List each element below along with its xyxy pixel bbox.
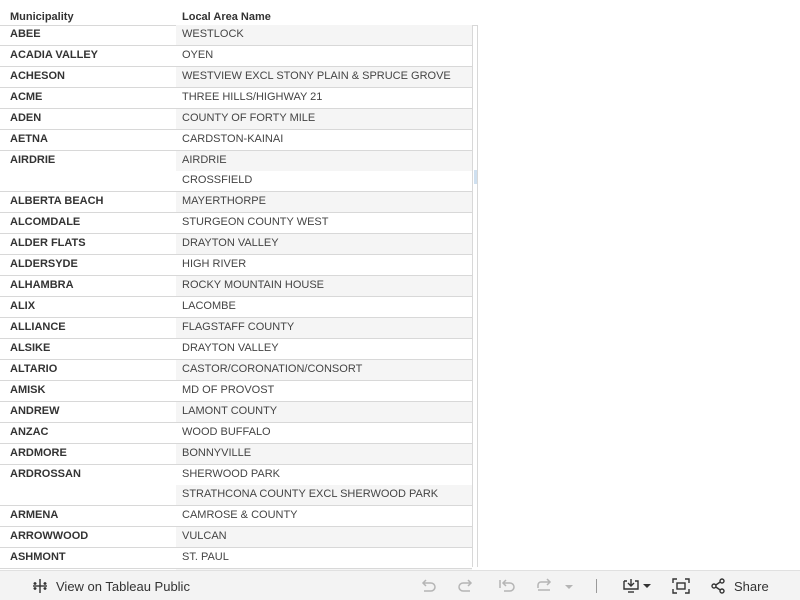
municipality-cell[interactable]: ADEN (10, 112, 42, 124)
local-area-cell[interactable]: MD OF PROVOST (176, 381, 472, 401)
table-header (0, 0, 478, 26)
toolbar (0, 570, 800, 600)
local-area-cells (176, 25, 472, 45)
municipality-cell[interactable]: ACADIA VALLEY (10, 49, 98, 61)
table-row[interactable] (0, 213, 472, 234)
revert-button[interactable] (497, 578, 517, 594)
table-row[interactable] (0, 46, 472, 67)
local-area-cells (176, 402, 472, 422)
municipality-cell[interactable]: ALSIKE (10, 342, 51, 354)
table-row[interactable] (0, 465, 472, 506)
download-button[interactable] (622, 578, 652, 594)
municipality-cell[interactable]: ACME (10, 91, 43, 103)
local-area-cell[interactable]: AIRDRIE (176, 151, 472, 171)
revert-icon (497, 578, 517, 594)
local-area-cells (176, 192, 472, 212)
local-area-cells (176, 318, 472, 338)
column-header-municipality[interactable]: Municipality (10, 11, 74, 23)
table-row[interactable] (0, 444, 472, 465)
local-area-cell[interactable]: CASTOR/CORONATION/CONSORT (176, 360, 472, 380)
local-area-cell[interactable]: HIGH RIVER (176, 255, 472, 275)
column-header-local-area[interactable]: Local Area Name (182, 11, 271, 23)
share-icon (710, 578, 726, 594)
municipality-cell[interactable]: ABEE (10, 28, 41, 40)
local-area-cell[interactable]: DRAYTON VALLEY (176, 234, 472, 254)
refresh-icon (535, 578, 555, 594)
toolbar-divider (596, 579, 597, 593)
municipality-cell[interactable]: ALHAMBRA (10, 279, 74, 291)
fullscreen-icon (671, 578, 691, 594)
local-area-cell[interactable]: DRAYTON VALLEY (176, 339, 472, 359)
local-area-cells (176, 234, 472, 254)
local-area-cell[interactable]: BONNYVILLE (176, 444, 472, 464)
view-on-tableau-public-link[interactable] (32, 577, 190, 595)
local-area-cell[interactable]: LACOMBE (176, 297, 472, 317)
scrollbar-thumb[interactable] (474, 170, 477, 184)
local-area-cells (176, 130, 472, 150)
local-area-cells (176, 151, 472, 191)
table-row[interactable] (0, 318, 472, 339)
local-area-cell[interactable]: SHERWOOD PARK (176, 465, 472, 485)
local-area-cells (176, 46, 472, 66)
local-area-cells (176, 423, 472, 443)
local-area-cell[interactable]: STRATHCONA COUNTY EXCL SHERWOOD PARK (176, 485, 472, 505)
table-row[interactable] (0, 192, 472, 213)
local-area-cell[interactable]: FLAGSTAFF COUNTY (176, 318, 472, 338)
table-row[interactable] (0, 130, 472, 151)
table-body (0, 25, 472, 590)
local-area-cells (176, 360, 472, 380)
municipality-cell[interactable]: ALDERSYDE (10, 258, 78, 270)
redo-button[interactable] (456, 578, 476, 594)
table-row[interactable] (0, 297, 472, 318)
local-area-cell[interactable]: WOOD BUFFALO (176, 423, 472, 443)
municipality-cell[interactable]: ALLIANCE (10, 321, 66, 333)
local-area-cell[interactable]: CAMROSE & COUNTY (176, 506, 472, 526)
local-area-cell[interactable]: ROCKY MOUNTAIN HOUSE (176, 276, 472, 296)
table-row[interactable] (0, 109, 472, 130)
municipality-cell[interactable]: ANZAC (10, 426, 49, 438)
pause-dropdown-button[interactable] (563, 578, 575, 594)
municipality-cell[interactable]: ALIX (10, 300, 36, 312)
local-area-cells (176, 297, 472, 317)
local-area-cell[interactable]: WESTVIEW EXCL STONY PLAIN & SPRUCE GROVE (176, 67, 472, 87)
municipality-cell[interactable]: ACHESON (10, 70, 66, 82)
table-row[interactable] (0, 151, 472, 192)
table-row[interactable] (0, 255, 472, 276)
local-area-cells (176, 88, 472, 108)
local-area-cells (176, 548, 472, 568)
local-area-cells (176, 109, 472, 129)
local-area-cell[interactable]: OYEN (176, 46, 472, 66)
local-area-cell[interactable]: CROSSFIELD (176, 171, 472, 191)
table-row[interactable] (0, 67, 472, 88)
municipality-cell[interactable]: ARDMORE (10, 447, 67, 459)
scrollbar-track[interactable] (477, 25, 478, 567)
local-area-cell[interactable]: CARDSTON-KAINAI (176, 130, 472, 150)
fullscreen-button[interactable] (671, 578, 691, 594)
chevron-down-icon (563, 578, 575, 594)
local-area-cell[interactable]: STURGEON COUNTY WEST (176, 213, 472, 233)
table-row[interactable] (0, 506, 472, 527)
municipality-cell[interactable]: ARMENA (10, 509, 59, 521)
municipality-cell[interactable]: ALTARIO (10, 363, 58, 375)
municipality-cell[interactable]: ALBERTA BEACH (10, 195, 104, 207)
local-area-cells (176, 444, 472, 464)
table-row[interactable] (0, 88, 472, 109)
local-area-cells (176, 255, 472, 275)
local-area-cells (176, 381, 472, 401)
share-button[interactable] (710, 577, 769, 595)
table-row[interactable] (0, 25, 472, 46)
refresh-button[interactable] (535, 578, 555, 594)
municipality-cell[interactable]: ALCOMDALE (10, 216, 81, 228)
local-area-cell[interactable]: LAMONT COUNTY (176, 402, 472, 422)
redo-icon (456, 578, 476, 594)
tableau-logo-icon (32, 578, 48, 594)
municipality-cell[interactable]: AETNA (10, 133, 48, 145)
local-area-cell[interactable]: THREE HILLS/HIGHWAY 21 (176, 88, 472, 108)
local-area-cell[interactable]: VULCAN (176, 527, 472, 547)
local-area-cells (176, 527, 472, 547)
municipality-cell[interactable]: ALDER FLATS (10, 237, 86, 249)
table-row[interactable] (0, 234, 472, 255)
local-area-cell[interactable]: COUNTY OF FORTY MILE (176, 109, 472, 129)
table-row[interactable] (0, 276, 472, 297)
table-right-border (472, 25, 473, 567)
local-area-cells (176, 506, 472, 526)
local-area-cell[interactable]: ST. PAUL (176, 548, 472, 568)
local-area-cell[interactable]: WESTLOCK (176, 25, 472, 45)
local-area-cells (176, 465, 472, 505)
municipality-cell[interactable]: ARDROSSAN (10, 468, 81, 480)
local-area-cell[interactable]: MAYERTHORPE (176, 192, 472, 212)
local-area-cells (176, 213, 472, 233)
local-area-cells (176, 339, 472, 359)
table-row[interactable] (0, 339, 472, 360)
table-row[interactable] (0, 527, 472, 548)
municipality-cell[interactable]: AIRDRIE (10, 154, 56, 166)
table-row[interactable] (0, 381, 472, 402)
download-icon (622, 578, 652, 594)
municipality-cell[interactable]: AMISK (10, 384, 46, 396)
municipality-cell[interactable]: ANDREW (10, 405, 60, 417)
municipality-cell[interactable]: ASHMONT (10, 551, 66, 563)
table-row[interactable] (0, 402, 472, 423)
undo-button[interactable] (418, 578, 438, 594)
table-row[interactable] (0, 548, 472, 569)
municipality-cell[interactable]: ARROWWOOD (10, 530, 89, 542)
undo-icon (418, 578, 438, 594)
table-row[interactable] (0, 423, 472, 444)
table-row[interactable] (0, 360, 472, 381)
share-label: Share (734, 578, 769, 594)
local-area-cells (176, 67, 472, 87)
local-area-cells (176, 276, 472, 296)
view-on-tableau-public-label: View on Tableau Public (56, 578, 190, 594)
